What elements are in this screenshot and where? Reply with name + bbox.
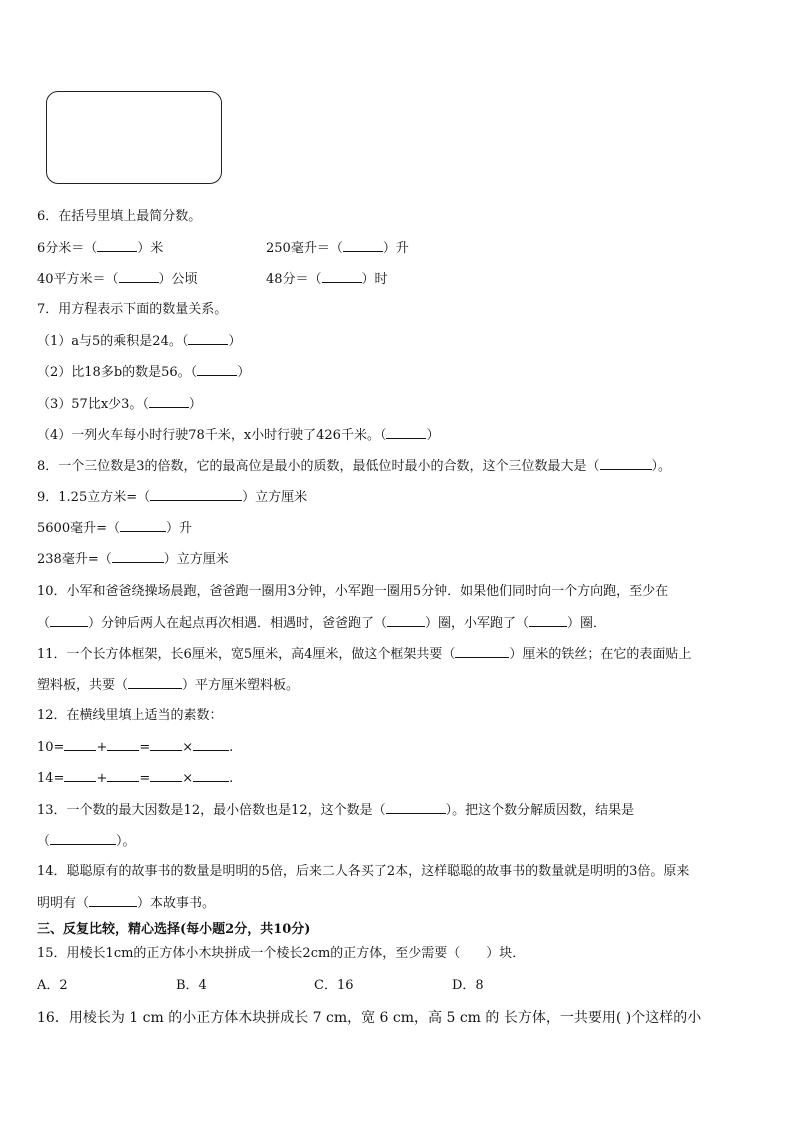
- q7-1-pre: （1）a与5的乘积是24。（: [37, 334, 189, 349]
- q12-r2d: ×: [182, 771, 194, 786]
- q12-r2a: 14=: [37, 771, 65, 786]
- answer-blank[interactable]: [112, 551, 164, 563]
- q14-l2-pre: 明明有（: [37, 896, 90, 911]
- q7-3-post: ）: [188, 397, 202, 412]
- q13-line1: [37, 802, 634, 819]
- q7-2-pre: （2）比18多b的数是56。（: [37, 365, 198, 380]
- q6-item-b: [266, 240, 409, 257]
- q10-line1: 10．小军和爸爸绕操场晨跑，爸爸跑一圈用3分钟，小军跑一圈用5分钟．如果他们同时向一个方向跑，至少在: [37, 584, 669, 599]
- q11-l2-pre: 塑料板，共要（: [37, 678, 129, 693]
- answer-blank[interactable]: [387, 615, 425, 627]
- answer-blank[interactable]: [188, 333, 228, 345]
- answer-blank[interactable]: [150, 739, 182, 751]
- q10-l2d: ）圈．: [567, 616, 607, 631]
- q9-b-pre: 5600毫升=（: [37, 521, 120, 536]
- answer-blank[interactable]: [50, 615, 88, 627]
- q12-r2end: .: [229, 771, 234, 786]
- q6-item-a: [37, 240, 163, 257]
- answer-blank[interactable]: [119, 271, 159, 283]
- q12-row1: [37, 739, 233, 756]
- q8-pre: 8．一个三位数是3的倍数，它的最高位是最小的质数，最低位时最小的合数，这个三位数最大是（: [37, 459, 600, 474]
- q9-item-a: [37, 489, 307, 506]
- answer-blank[interactable]: [97, 240, 137, 252]
- q7-item-2: [37, 364, 250, 381]
- answer-blank[interactable]: [343, 240, 383, 252]
- q13-l2-pre: （: [37, 834, 51, 849]
- answer-blank[interactable]: [149, 396, 189, 408]
- answer-box: [46, 91, 222, 184]
- answer-blank[interactable]: [150, 489, 242, 501]
- answer-blank[interactable]: [197, 364, 237, 376]
- q12-r1c: =: [139, 740, 151, 755]
- q7-1-post: ）: [228, 334, 242, 349]
- q10-l2b: ）分钟后两人在起点再次相遇．相遇时，爸爸跑了（: [88, 616, 388, 631]
- q15-option-b[interactable]: B．4: [176, 978, 207, 993]
- q10-l2a: （: [37, 616, 51, 631]
- q15-option-d[interactable]: D．8: [452, 978, 484, 993]
- q9-item-b: [37, 520, 192, 537]
- q11-l2-post: ）平方厘米塑料板。: [182, 678, 300, 693]
- answer-blank[interactable]: [50, 833, 116, 845]
- q6-d-pre: 48分＝（: [266, 272, 322, 287]
- q10-line2: [37, 615, 606, 632]
- q11-line2: [37, 677, 299, 694]
- q8: [37, 458, 671, 475]
- q12-title: 12．在横线里填上适当的素数：: [37, 708, 223, 723]
- q7-item-1: [37, 333, 241, 350]
- q6-item-c: [37, 271, 198, 288]
- answer-blank[interactable]: [600, 458, 652, 470]
- q6-a-pre: 6分米＝（: [37, 241, 98, 256]
- q11-line1: [37, 646, 691, 663]
- q6-item-d: [266, 271, 388, 288]
- answer-blank[interactable]: [455, 646, 509, 658]
- q14-l2-post: ）本故事书。: [137, 896, 216, 911]
- q6-b-post: ）升: [382, 241, 409, 256]
- answer-blank[interactable]: [89, 895, 137, 907]
- q10-l2c: ）圈，小军跑了（: [425, 616, 530, 631]
- q6-c-pre: 40平方米＝（: [37, 272, 119, 287]
- q12-r2b: +: [96, 771, 108, 786]
- q6-c-post: ）公顷: [158, 272, 198, 287]
- q6-title: 6．在括号里填上最简分数。: [37, 209, 202, 224]
- q9-c-pre: 238毫升=（: [37, 552, 112, 567]
- q14-line2: [37, 895, 215, 912]
- answer-blank[interactable]: [193, 739, 229, 751]
- answer-blank[interactable]: [386, 802, 446, 814]
- q12-r1a: 10=: [37, 740, 65, 755]
- q16-stem: 16．用棱长为 1 cm 的小正方体木块拼成长 7 cm，宽 6 cm，高 5 cm 的 长方体，一共要用( )个这样的小: [37, 1010, 702, 1026]
- q9-a-pre: 9．1.25立方米=（: [37, 490, 151, 505]
- q15-option-a[interactable]: A．2: [37, 978, 68, 993]
- section-heading: 三、反复比较，精心选择(每小题2分，共10分): [37, 922, 311, 937]
- q11-l1-post: ）厘米的铁丝；在它的表面贴上: [509, 647, 692, 662]
- answer-blank[interactable]: [107, 739, 139, 751]
- q9-c-post: ）立方厘米: [163, 552, 229, 567]
- q13-l1-post: ）。把这个数分解质因数，结果是: [445, 803, 635, 818]
- answer-blank[interactable]: [322, 271, 362, 283]
- q12-r1d: ×: [182, 740, 194, 755]
- q13-l2-post: ）。: [116, 834, 136, 849]
- q12-row2: [37, 770, 233, 787]
- q6-d-post: ）时: [361, 272, 388, 287]
- answer-blank[interactable]: [386, 427, 426, 439]
- q9-item-c: [37, 551, 229, 568]
- q7-4-post: ）: [426, 428, 440, 443]
- q6-b-pre: 250毫升＝（: [266, 241, 343, 256]
- q9-b-post: ）升: [165, 521, 192, 536]
- q12-r1end: .: [229, 740, 234, 755]
- answer-blank[interactable]: [64, 770, 96, 782]
- q7-item-4: [37, 427, 439, 444]
- q6-a-post: ）米: [137, 241, 164, 256]
- answer-blank[interactable]: [193, 770, 229, 782]
- q7-3-pre: （3）57比x少3。（: [37, 397, 149, 412]
- q7-4-pre: （4）一列火车每小时行驶78千米，x小时行驶了426千米。（: [37, 428, 387, 443]
- q7-item-3: [37, 396, 202, 413]
- q14-line1: 14．聪聪原有的故事书的数量是明明的5倍，后来二人各买了2本，这样聪聪的故事书的数量就是明明的3倍。原来: [37, 864, 690, 879]
- q8-post: ）。: [651, 459, 672, 474]
- q13-l1-pre: 13．一个数的最大因数是12，最小倍数也是12，这个数是（: [37, 803, 386, 818]
- q11-l1-pre: 11．一个长方体框架，长6厘米，宽5厘米，高4厘米，做这个框架共要（: [37, 647, 456, 662]
- answer-blank[interactable]: [128, 677, 182, 689]
- q12-r1b: +: [96, 740, 108, 755]
- q7-title: 7．用方程表示下面的数量关系。: [37, 302, 228, 317]
- q13-line2: [37, 833, 136, 850]
- q15-stem: 15．用棱长1cm的正方体小木块拼成一个棱长2cm的正方体，至少需要（ ）块．: [37, 946, 526, 961]
- q12-r2c: =: [139, 771, 151, 786]
- q7-2-post: ）: [237, 365, 251, 380]
- q15-option-c[interactable]: C．16: [314, 978, 354, 993]
- answer-blank[interactable]: [107, 770, 139, 782]
- q9-a-post: ）立方厘米: [242, 490, 308, 505]
- answer-blank[interactable]: [64, 739, 96, 751]
- answer-blank[interactable]: [529, 615, 567, 627]
- answer-blank[interactable]: [120, 520, 166, 532]
- answer-blank[interactable]: [150, 770, 182, 782]
